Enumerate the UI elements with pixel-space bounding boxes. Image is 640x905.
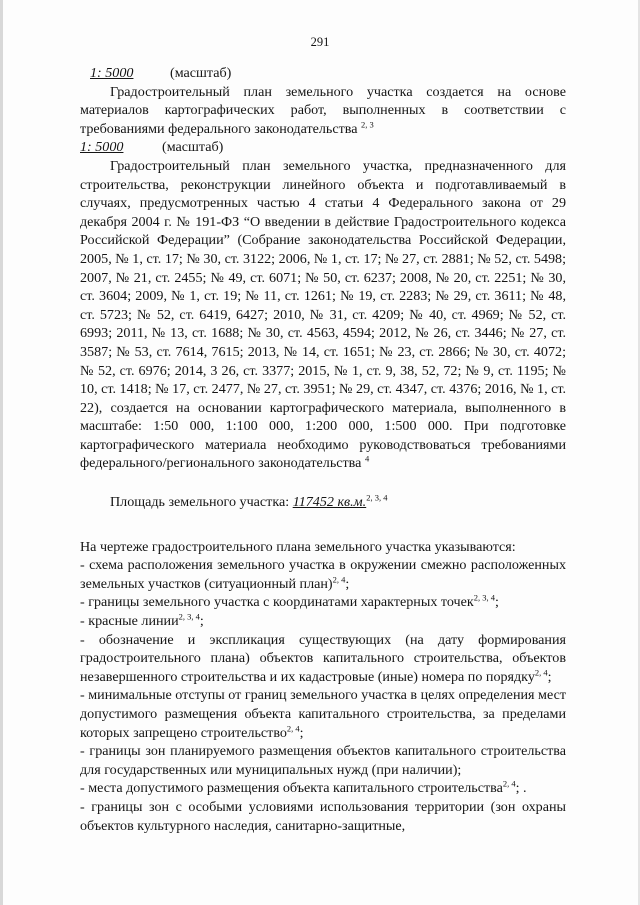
list-item: - минимальные отступы от границ земельного участка в целях определения мест допустимого размещения объекта капитального строительства, за пределами которых запрещено строительство$^{2, 4}$; — [80, 687, 566, 741]
paragraph-linear-object — [80, 157, 566, 473]
area-line — [80, 493, 566, 512]
list-item: - границы земельного участка с координатами характерных точек$^{2, 3, 4}$; — [80, 592, 499, 611]
page-number: 291 — [310, 35, 330, 49]
area-value: 117452 кв.м. — [292, 494, 367, 511]
list-item: - схема расположения земельного участка в окружении смежно расположенных земельных участков (ситуационный план)$^{2, 4}$; — [80, 557, 566, 592]
footnote-ref: 2, 4 — [332, 574, 346, 585]
scale-label: (масштаб) — [170, 65, 232, 81]
footnote-ref: 2, 3, 4 — [178, 611, 200, 622]
footnote-ref: 2, 3, 4 — [366, 492, 388, 503]
list-item: - красные линии$^{2, 3, 4}$; — [80, 611, 204, 630]
footnote-ref: 2, 4 — [286, 722, 300, 733]
footnote-ref: 2, 4 — [534, 667, 548, 678]
list-item: - обозначение и экспликация существующих (на дату формирования градостроительного плана) объектов капитального строительства, объектов незавершенного строительства и их кадастровые (иные) номера по порядку$^{2, 4}$; — [80, 631, 566, 685]
scale-line-2 — [80, 138, 566, 157]
list-item: - границы зон с особыми условиями использования территории (зон охраны объектов культурного наследия, санитарно-защитные, — [80, 798, 566, 834]
drawing-intro: На чертеже градостроительного плана земельного участка указываются: — [80, 538, 516, 555]
footnote-ref: 2, 3 — [361, 119, 374, 130]
paragraph-text: Градостроительный план земельного участка создается на основе материалов картографических работ, выполненных в соответствии с требованиями федерального законодательства — [80, 83, 566, 137]
scale-line-1 — [80, 64, 566, 83]
list-item: - границы зон планируемого размещения объектов капитального строительства для государственных или муниципальных нужд (при наличии); — [80, 743, 566, 778]
list-item: - места допустимого размещения объекта капитального строительства$^{2, 4}$; . — [80, 778, 527, 797]
paragraph-plan-basis — [80, 83, 566, 139]
document-body — [80, 64, 566, 835]
footnote-ref: 2, 4 — [502, 778, 516, 789]
paragraph-text: Градостроительный план земельного участка, предназначенного для строительства, реконструкции линейного объекта и подготавливаемый в случаях, предусмотренных частью 4 статьи 4 Федерального закона от 29 декабря 2004 г. № 191-ФЗ “О введении в действие Градостроительного кодекса Российской Федерации” (Собрание законодательства Российской Федерации, 2005, № 1, ст. 17; № 30, ст. 3122; 2006, № 1, ст. 17; № 27, ст. 2881; № 52, ст. 5498; 2007, № 21, ст. 2455; № 49, ст. 6071; № 50, ст. 6237; 2008, № 20, ст. 2251; № 30, ст. 3604; 2009, № 1, ст. 19; № 11, ст. 1261; № 19, ст. 2283; № 29, ст. 3611; № 48, ст. 5723; № 52, ст. 6419, 6427; 2010, № 31, ст. 4209; № 40, ст. 4969; № 52, ст. 6993; 2011, № 13, ст. 1688; № 30, ст. 4563, 4594; 2012, № 26, ст. 3446; № 27, ст. 3587; № 53, ст. 7614, 7615; 2013, № 14, ст. 1651; № 23, ст. 2866; № 30, ст. 4072; № 52, ст. 6976; 2014, 3 26, ст. 3377; 2015, № 1, ст. 9, 38, 52, 72; № 9, ст. 1195; № 10, ст. 1418; № 17, ст. 2477, № 27, ст. 3951; № 29, ст. 4347, ст. 4376; 2016, № 1, ст. 22), создается на основании картографического материала, выполненного в масштабе: 1:50 000, 1:100 000, 1:200 000, 1:500 000. При подготовке картографического материала необходимо руководствоваться требованиями федерального/регионального законодательства — [80, 157, 567, 472]
scale-label: (масштаб) — [162, 139, 224, 156]
footnote-ref: 2, 3, 4 — [473, 592, 495, 603]
page-edge-left — [0, 0, 3, 905]
scale-value: 1: 5000 — [90, 65, 134, 81]
area-label: Площадь земельного участка: — [110, 494, 290, 511]
scale-value: 1: 5000 — [80, 139, 124, 156]
footnote-ref: 4 — [364, 453, 370, 464]
